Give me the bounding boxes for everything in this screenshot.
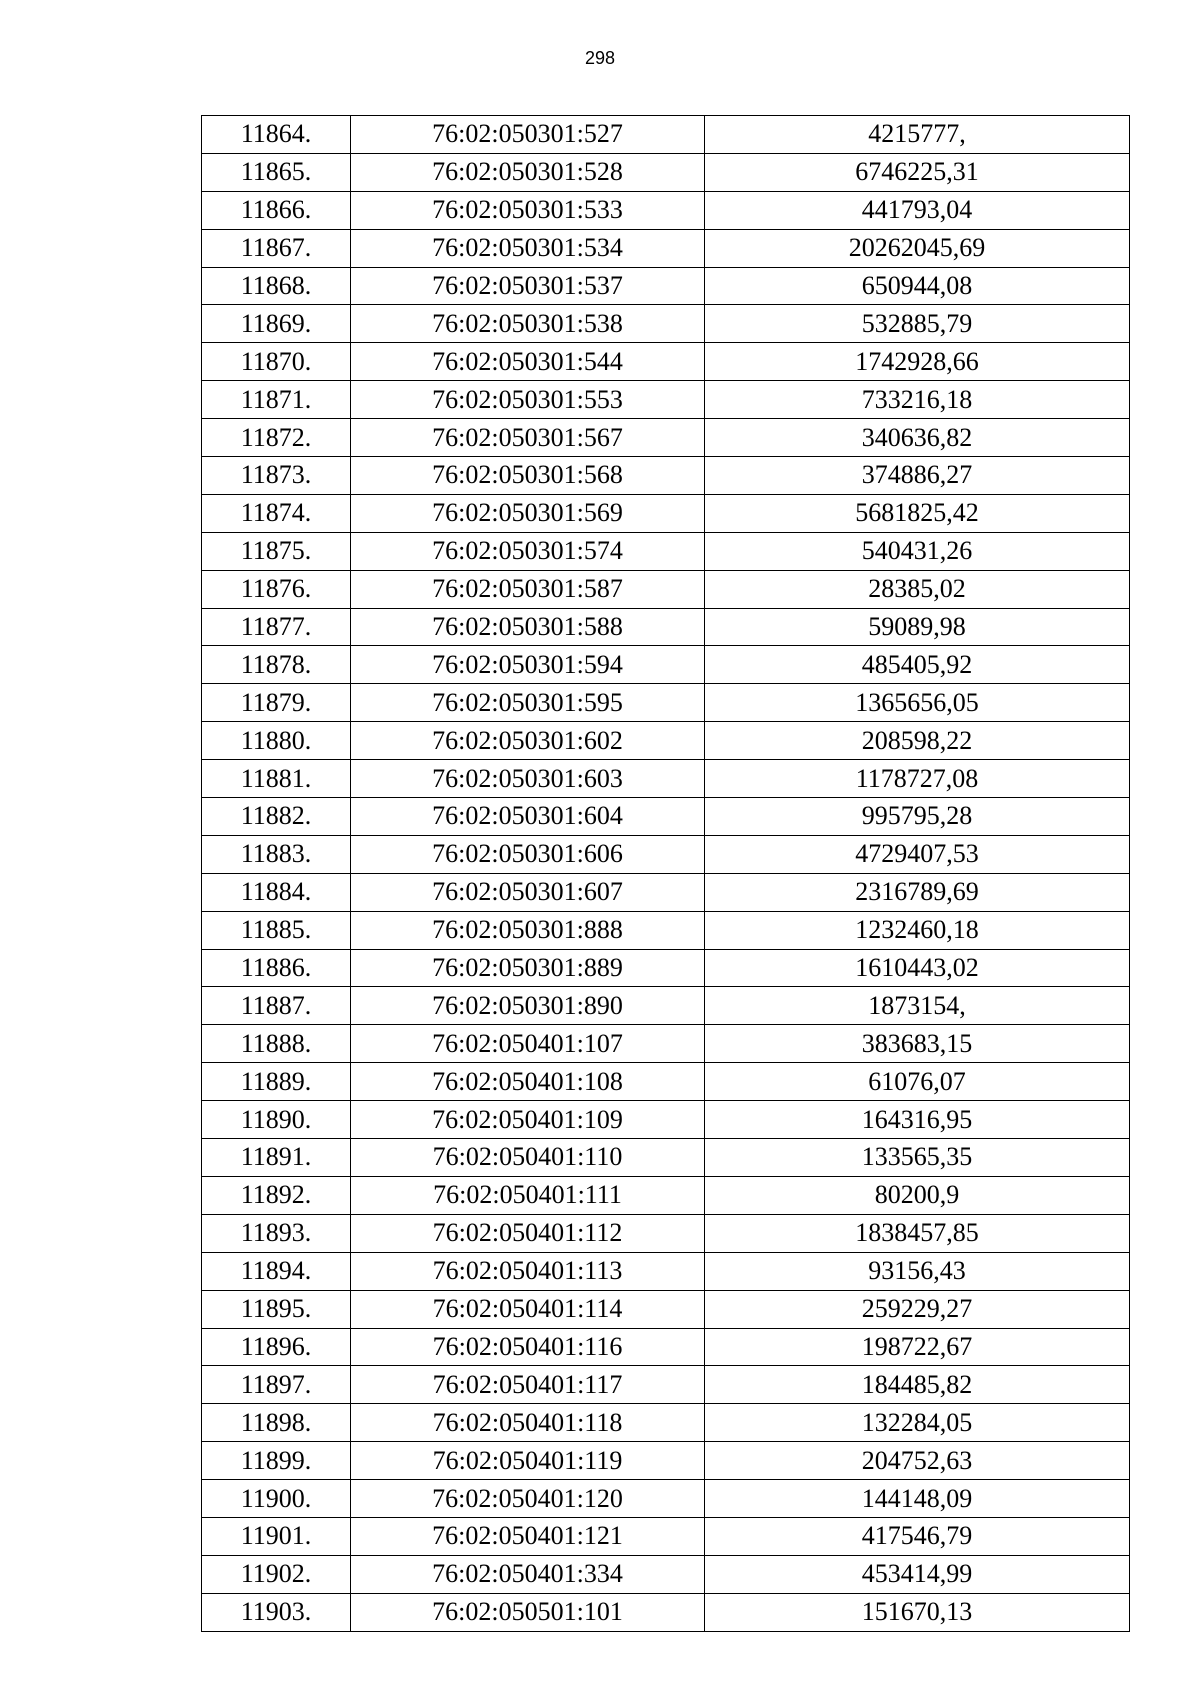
row-number-cell: 11878. [202,646,351,684]
cadastral-number-cell: 76:02:050301:567 [351,419,705,457]
cadastral-number-cell: 76:02:050401:117 [351,1366,705,1404]
table-row [202,1517,1130,1555]
row-number-cell: 11890. [202,1101,351,1139]
cadastral-number-cell: 76:02:050301:603 [351,760,705,798]
cadastral-value-cell: 93156,43 [705,1252,1130,1290]
row-number-cell: 11869. [202,305,351,343]
cadastral-number-cell: 76:02:050301:588 [351,608,705,646]
cadastral-value-cell: 164316,95 [705,1101,1130,1139]
cadastral-number-cell: 76:02:050301:595 [351,684,705,722]
table-row [202,1139,1130,1177]
cadastral-value-cell: 4215777, [705,116,1130,154]
cadastral-value-cell: 28385,02 [705,570,1130,608]
cadastral-number-cell: 76:02:050401:112 [351,1214,705,1252]
cadastral-number-cell: 76:02:050401:113 [351,1252,705,1290]
cadastral-value-cell: 144148,09 [705,1480,1130,1518]
cadastral-value-cell: 61076,07 [705,1063,1130,1101]
row-number-cell: 11871. [202,381,351,419]
row-number-cell: 11877. [202,608,351,646]
table-row [202,1290,1130,1328]
cadastral-value-cell: 1232460,18 [705,911,1130,949]
cadastral-number-cell: 76:02:050301:533 [351,191,705,229]
row-number-cell: 11892. [202,1176,351,1214]
table-row [202,494,1130,532]
cadastral-value-cell: 133565,35 [705,1139,1130,1177]
table-row [202,835,1130,873]
cadastral-number-cell: 76:02:050401:110 [351,1139,705,1177]
row-number-cell: 11900. [202,1480,351,1518]
cadastral-number-cell: 76:02:050301:594 [351,646,705,684]
cadastral-value-cell: 132284,05 [705,1404,1130,1442]
cadastral-number-cell: 76:02:050401:107 [351,1025,705,1063]
row-number-cell: 11880. [202,722,351,760]
cadastral-number-cell: 76:02:050401:111 [351,1176,705,1214]
cadastral-value-cell: 650944,08 [705,267,1130,305]
row-number-cell: 11898. [202,1404,351,1442]
table-row [202,305,1130,343]
cadastral-number-cell: 76:02:050301:602 [351,722,705,760]
row-number-cell: 11895. [202,1290,351,1328]
row-number-cell: 11899. [202,1442,351,1480]
row-number-cell: 11876. [202,570,351,608]
cadastral-value-cell: 198722,67 [705,1328,1130,1366]
table-body [202,116,1130,1632]
table-row [202,949,1130,987]
cadastral-value-cell: 453414,99 [705,1555,1130,1593]
table-row [202,532,1130,570]
cadastral-value-cell: 1873154, [705,987,1130,1025]
cadastral-number-cell: 76:02:050401:120 [351,1480,705,1518]
table-row [202,457,1130,495]
table-row [202,1442,1130,1480]
table-row [202,1555,1130,1593]
table-row [202,646,1130,684]
cadastral-value-cell: 151670,13 [705,1593,1130,1631]
cadastral-value-cell: 1178727,08 [705,760,1130,798]
table-row [202,987,1130,1025]
table-row [202,798,1130,836]
cadastral-value-cell: 374886,27 [705,457,1130,495]
cadastral-value-cell: 340636,82 [705,419,1130,457]
cadastral-value-cell: 485405,92 [705,646,1130,684]
cadastral-value-cell: 1838457,85 [705,1214,1130,1252]
cadastral-number-cell: 76:02:050401:119 [351,1442,705,1480]
table-row [202,1404,1130,1442]
row-number-cell: 11867. [202,229,351,267]
cadastral-number-cell: 76:02:050501:101 [351,1593,705,1631]
row-number-cell: 11866. [202,191,351,229]
cadastral-value-cell: 204752,63 [705,1442,1130,1480]
cadastral-number-cell: 76:02:050401:118 [351,1404,705,1442]
table-row [202,911,1130,949]
table-row [202,267,1130,305]
row-number-cell: 11894. [202,1252,351,1290]
cadastral-value-cell: 6746225,31 [705,153,1130,191]
row-number-cell: 11887. [202,987,351,1025]
table-row [202,1593,1130,1631]
cadastral-value-cell: 1742928,66 [705,343,1130,381]
cadastral-number-cell: 76:02:050401:114 [351,1290,705,1328]
row-number-cell: 11896. [202,1328,351,1366]
table-row [202,381,1130,419]
cadastral-value-cell: 383683,15 [705,1025,1130,1063]
cadastral-value-cell: 2316789,69 [705,873,1130,911]
cadastral-number-cell: 76:02:050301:587 [351,570,705,608]
cadastral-number-cell: 76:02:050301:528 [351,153,705,191]
row-number-cell: 11903. [202,1593,351,1631]
row-number-cell: 11864. [202,116,351,154]
cadastral-value-cell: 441793,04 [705,191,1130,229]
table-row [202,1366,1130,1404]
row-number-cell: 11884. [202,873,351,911]
row-number-cell: 11883. [202,835,351,873]
cadastral-value-cell: 59089,98 [705,608,1130,646]
cadastral-number-cell: 76:02:050301:537 [351,267,705,305]
table-row [202,343,1130,381]
cadastral-number-cell: 76:02:050401:116 [351,1328,705,1366]
cadastral-value-cell: 1610443,02 [705,949,1130,987]
row-number-cell: 11888. [202,1025,351,1063]
row-number-cell: 11901. [202,1517,351,1555]
cadastral-value-cell: 417546,79 [705,1517,1130,1555]
cadastral-number-cell: 76:02:050301:568 [351,457,705,495]
cadastral-value-cell: 259229,27 [705,1290,1130,1328]
table-row [202,419,1130,457]
cadastral-value-cell: 80200,9 [705,1176,1130,1214]
cadastral-number-cell: 76:02:050301:544 [351,343,705,381]
row-number-cell: 11882. [202,798,351,836]
table-row [202,873,1130,911]
table-row [202,684,1130,722]
row-number-cell: 11881. [202,760,351,798]
cadastral-value-cell: 532885,79 [705,305,1130,343]
table-row [202,1176,1130,1214]
table-row [202,229,1130,267]
cadastral-value-cell: 184485,82 [705,1366,1130,1404]
cadastral-value-cell: 208598,22 [705,722,1130,760]
row-number-cell: 11879. [202,684,351,722]
row-number-cell: 11865. [202,153,351,191]
row-number-cell: 11897. [202,1366,351,1404]
cadastral-value-cell: 733216,18 [705,381,1130,419]
cadastral-number-cell: 76:02:050301:890 [351,987,705,1025]
cadastral-value-cell: 1365656,05 [705,684,1130,722]
table-row [202,1328,1130,1366]
row-number-cell: 11886. [202,949,351,987]
row-number-cell: 11872. [202,419,351,457]
cadastral-value-cell: 5681825,42 [705,494,1130,532]
table-row [202,1025,1130,1063]
cadastral-value-cell: 995795,28 [705,798,1130,836]
cadastral-number-cell: 76:02:050301:889 [351,949,705,987]
cadastral-number-cell: 76:02:050301:888 [351,911,705,949]
cadastral-number-cell: 76:02:050301:527 [351,116,705,154]
row-number-cell: 11868. [202,267,351,305]
cadastral-value-cell: 20262045,69 [705,229,1130,267]
table-row [202,608,1130,646]
table-row [202,116,1130,154]
table-row [202,722,1130,760]
cadastral-number-cell: 76:02:050401:108 [351,1063,705,1101]
row-number-cell: 11891. [202,1139,351,1177]
table-row [202,191,1130,229]
table-row [202,1101,1130,1139]
table-row [202,1214,1130,1252]
cadastral-number-cell: 76:02:050301:607 [351,873,705,911]
cadastral-number-cell: 76:02:050301:569 [351,494,705,532]
cadastral-number-cell: 76:02:050401:121 [351,1517,705,1555]
row-number-cell: 11870. [202,343,351,381]
row-number-cell: 11873. [202,457,351,495]
cadastral-value-table [201,115,1130,1632]
table-row [202,1480,1130,1518]
page-number: 298 [584,48,616,68]
cadastral-number-cell: 76:02:050301:574 [351,532,705,570]
cadastral-number-cell: 76:02:050301:538 [351,305,705,343]
row-number-cell: 11874. [202,494,351,532]
cadastral-number-cell: 76:02:050401:109 [351,1101,705,1139]
row-number-cell: 11875. [202,532,351,570]
cadastral-value-cell: 540431,26 [705,532,1130,570]
row-number-cell: 11902. [202,1555,351,1593]
cadastral-number-cell: 76:02:050301:553 [351,381,705,419]
cadastral-number-cell: 76:02:050301:534 [351,229,705,267]
table-row [202,1252,1130,1290]
table-row [202,760,1130,798]
cadastral-value-cell: 4729407,53 [705,835,1130,873]
cadastral-number-cell: 76:02:050401:334 [351,1555,705,1593]
cadastral-number-cell: 76:02:050301:604 [351,798,705,836]
table-row [202,153,1130,191]
cadastral-number-cell: 76:02:050301:606 [351,835,705,873]
row-number-cell: 11889. [202,1063,351,1101]
row-number-cell: 11885. [202,911,351,949]
table-row [202,570,1130,608]
row-number-cell: 11893. [202,1214,351,1252]
table-row [202,1063,1130,1101]
